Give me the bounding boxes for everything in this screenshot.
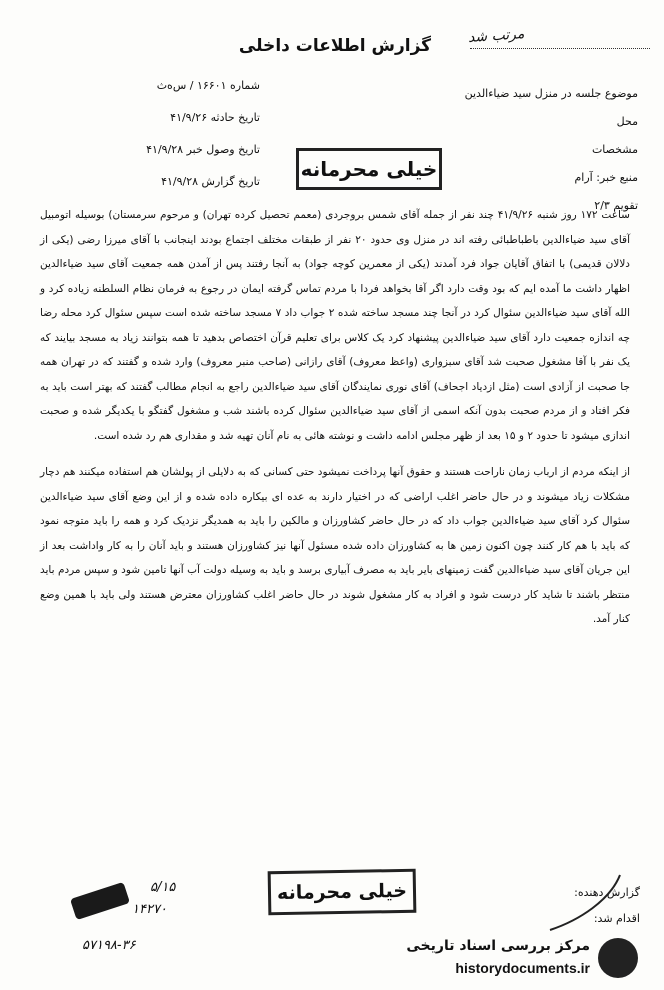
report-paragraph-2: از اینکه مردم از ارباب زمان ناراحت هستند و حقوق آنها پرداخت نمیشود حتی کسانی که به دلایلی از پولشان هم استفاده میکنند هم دچار مشکلات زیاد میشوند و در حال حاضر اغلب اراضی که در اختیار دارند به عده ای بیکاره داده شده و از این وضع آقای سید ضیاءالدین سئوال کرد آقای سید ضیاءالدین جواب داد که در حال حاضر کشاورزان و مالکین را باید به همدیگر نزدیک کرد و همه را باید متوجه نمود که باید با هم کار کنند چون اکنون زمین ها به کشاورزان داده شده مسئول آنها نیز کشاورزان هستند و باید آنان را به کار واداشت بعد از این جریان آقای سید ضیاءالدین گفت زمینهای بایر باید به مصرف آبیاری برسد و باید به وسیله دولت آب آنها تامین شود و سپس مردم باید منتظر باشند تا شاید کار درست شود و افراد به کار مشغول شوند در حال حاضر اغلب کشاورزان معترض هستند ولی باید با همین وضع کنار آمد. xyxy=(40,466,630,625)
meta-left xyxy=(60,70,260,198)
watermark-org-name: مرکز بررسی اسناد تاریخی xyxy=(406,938,590,954)
document-title: گزارش اطلاعات داخلی xyxy=(238,36,432,56)
archive-logo-icon xyxy=(598,938,638,978)
source-line: منبع خبر: آرام xyxy=(574,171,638,184)
event-date: تاریخ حادثه ۴۱/۹/۲۶ xyxy=(170,111,260,124)
received-date: تاریخ وصول خبر ۴۱/۹/۲۸ xyxy=(146,143,260,156)
confidential-stamp-bottom: خیلی محرمانه xyxy=(268,869,417,916)
handwritten-number-3: ۵۷۱۹۸-۳۶ xyxy=(82,938,136,953)
confidential-stamp-top: خیلی محرمانه xyxy=(296,148,442,190)
source-label: منبع خبر xyxy=(599,171,638,184)
reporter-label: گزارش دهنده: xyxy=(574,886,640,899)
top-dotted-line xyxy=(470,48,650,50)
report-body xyxy=(40,203,630,632)
source-value: آرام xyxy=(574,171,593,184)
report-date: تاریخ گزارش ۴۱/۹/۲۸ xyxy=(161,175,260,188)
report-paragraph-1: ساعت ۱۷۲ روز شنبه ۴۱/۹/۲۶ چند نفر از جمله آقای شمس بروجردی (معمم تحصیل کرده تهران) و مرحوم سرمستان) بوسیله اتومبیل آقای سید ضیاءالدین باطباطبائی رفته اند در منزل وی حدود ۲۰ نفر از طبقات مختلف اجتماع بودند اینجانب با آقای میرزا رضی (یکی از دلالان قدیمی) با اتفاق آقایان جواد فرد آمدند (یکی از معمرین کوچه جواد) به آنجا رفتند پس از آمدن همه جمعیت آقای سید ضیاءالدین اظهار داشت ما آمده ایم که بود وقت دارد اگر آقا بخواهد فردا با مردم تماس گرفته ایمان در رجوع به فرمان نظام السلطنه زیاده کرد و الله آقای سید ضیاءالدین سئوال کرد در آنجا چند مسجد ساخته شده ۲ جواب داد ۷ مسجد ساخته شده است سپس سئوال کرد محله رضا چه اندازه جمعیت دارد آقای سید ضیاءالدین پیشنهاد کرد یک کلاس برای تعلیم قرآن اختصاص بدهید تا همه بتوانند زیاد به مسجد بیایند که یک نفر با آقا مشغول صحبت شد آقای سبزواری (واعظ معروف) آقای رازانی (صاحب منبر معروف) وارد شده و گفتند که در تهران همه جا صحبت از آزادی است (مثل ازدیاد اجحاف) آقای نوری نمایندگان آقای سید ضیاءالدین راجع به انجام مطالب گفتند که بهتر است باید به فکر افتاد و از مردم صحبت بدون آنکه اسمی از آقای سید ضیاءالدین سئوال کرده باشند شب و مشغول گفتگو با یکدیگر شده و صحبت اندازی میشود تا حدود ۲ و ۱۵ بعد از ظهر مجلس ادامه داشت و نوشته هائی به نام آنان تهیه شد و مقداری هم رد شده است. xyxy=(40,209,631,442)
handwritten-note: مرتب شد xyxy=(467,26,525,46)
handwritten-number-1: ۵/۱۵ xyxy=(150,880,176,895)
watermark xyxy=(378,936,648,984)
handwritten-number-2: ۱۴۲۷۰ xyxy=(132,902,167,917)
recipients-line: مشخصات xyxy=(591,143,638,156)
ink-blot xyxy=(70,882,130,920)
signature-scribble xyxy=(540,870,630,940)
subject-line: موضوع جلسه در منزل سید ضیاءالدین xyxy=(464,87,638,100)
watermark-url: historydocuments.ir xyxy=(455,960,590,976)
location-line: محل xyxy=(616,115,638,128)
rating-line: تقویم ۲/۳ xyxy=(594,199,638,212)
actions-label: اقدام شد: xyxy=(593,912,640,925)
document-number: شماره ۱۶۶۰۱ / س‌ه‌ث xyxy=(156,79,260,92)
